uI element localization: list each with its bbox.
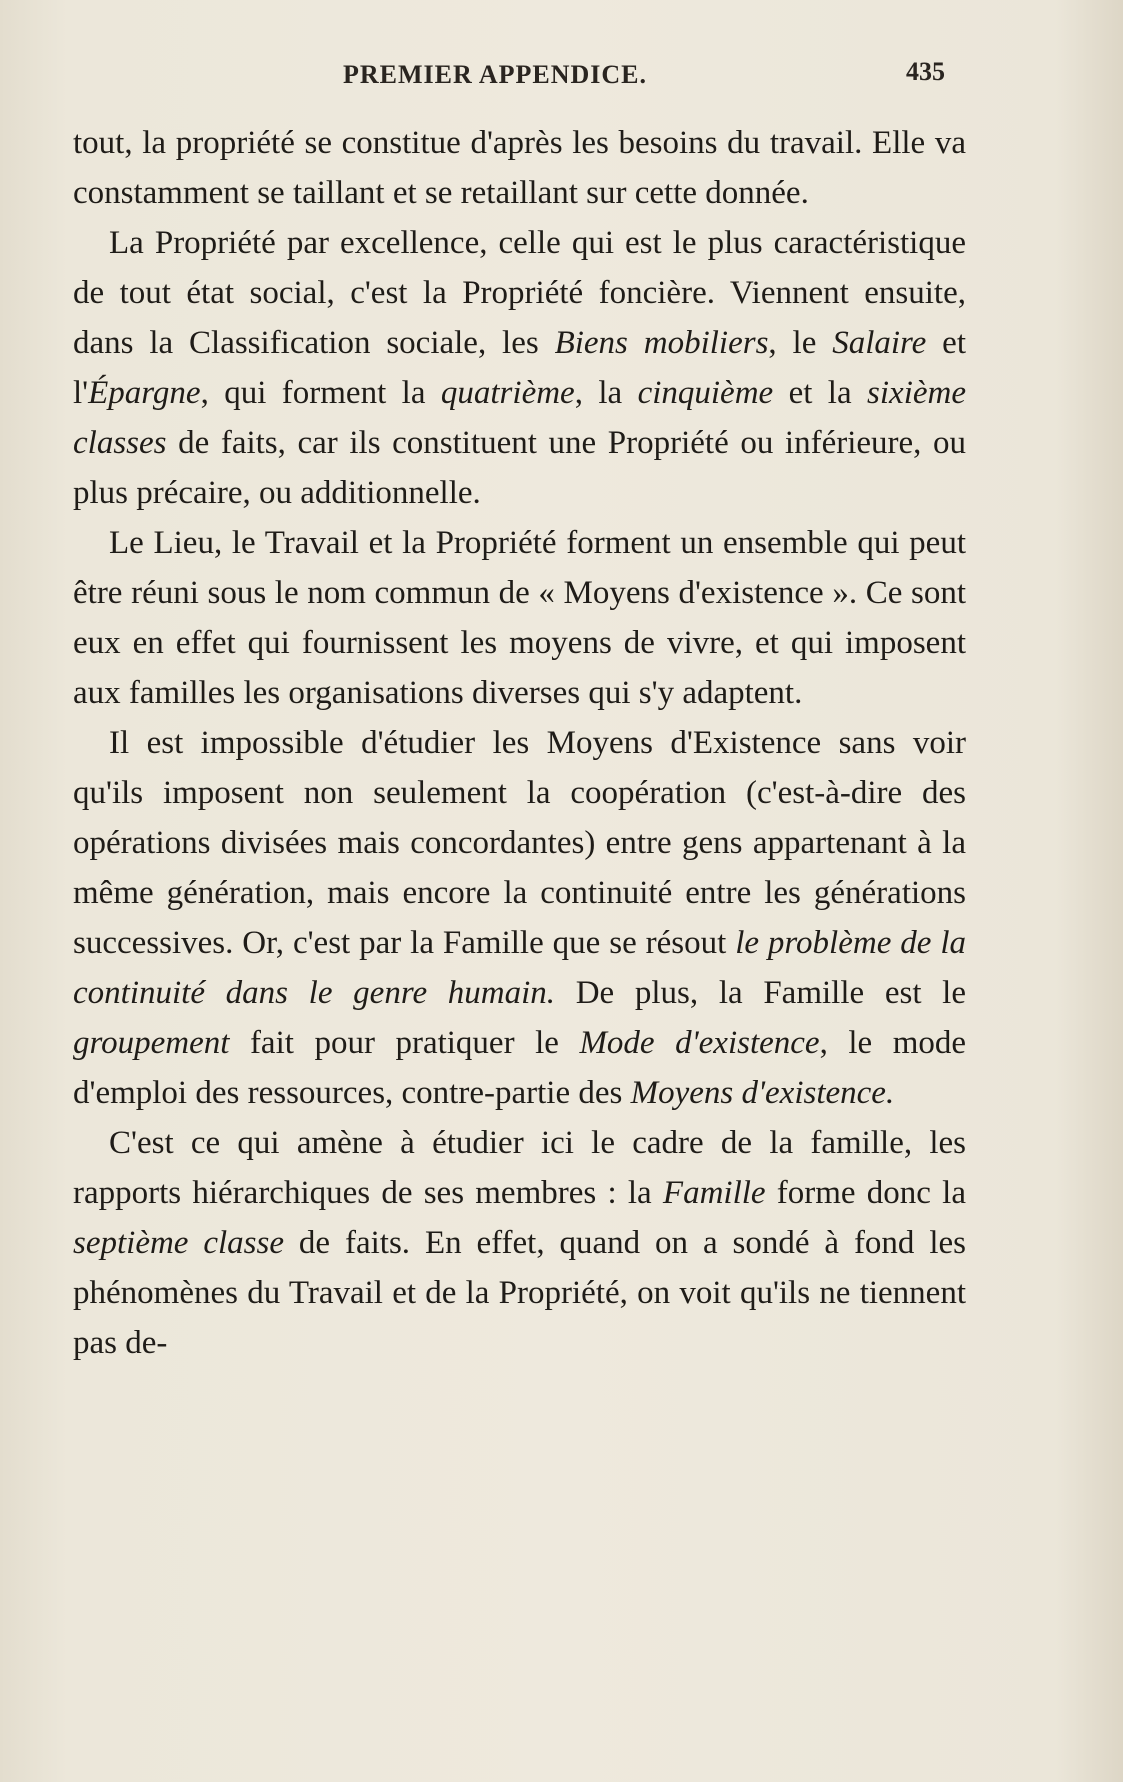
text-run: fait pour pratiquer le: [229, 1025, 580, 1061]
italic-text: le problème de la continuité dans le genre humain.: [73, 925, 966, 1011]
text-run: et l': [73, 325, 966, 411]
text-run: et la: [773, 375, 868, 411]
text-run: , la: [574, 375, 638, 411]
italic-text: sixième classes: [73, 375, 966, 461]
text-run: C'est ce qui amène à étudier ici le cadre de la famille, les rapports hiérarchiques de ses membres : la: [73, 1125, 966, 1211]
italic-text: septième classe: [73, 1225, 285, 1261]
paragraph: [73, 118, 966, 218]
italic-text: cinquième: [637, 375, 774, 411]
paragraph: [73, 218, 966, 518]
paragraph: [73, 518, 966, 718]
italic-text: Mode d'existence: [579, 1025, 820, 1061]
paragraph: [73, 1118, 966, 1368]
page-number: 435: [906, 57, 945, 86]
text-run: Le Lieu, le Travail et la Propriété forment un ensemble qui peut être réuni sous le nom commun de « Moyens d'existence ». Ce sont eux en effet qui fournissent les moyens de vivre, et qui imposent aux familles les organisations diverses qui s'y adaptent.: [73, 525, 966, 711]
body-text: [73, 118, 966, 1368]
italic-text: Moyens d'existence.: [630, 1075, 895, 1111]
text-run: de faits. En effet, quand on a sondé à fond les phénomènes du Travail et de la Propriété, on voit qu'ils ne tiennent pas de-: [73, 1225, 966, 1361]
text-run: tout, la propriété se constitue d'après les besoins du travail. Elle va constamment se taillant et se retaillant sur cette donnée.: [73, 125, 966, 211]
running-head: PREMIER APPENDICE.: [343, 60, 648, 89]
page-header: [0, 52, 1123, 92]
italic-text: quatrième: [440, 375, 575, 411]
text-run: , le mode d'emploi des ressources, contre-partie des: [73, 1025, 967, 1111]
text-run: , le: [768, 325, 833, 361]
italic-text: groupement: [73, 1025, 230, 1061]
italic-text: Famille: [662, 1175, 766, 1211]
text-run: de faits, car ils constituent une Propriété ou inférieure, ou plus précaire, ou additionnelle.: [73, 425, 966, 511]
text-run: Il est impossible d'étudier les Moyens d'Existence sans voir qu'ils imposent non seulement la coopération (c'est-à-dire des opérations divisées mais concordantes) entre gens appartenant à la même génération, mais encore la continuité entre les générations successives. Or, c'est par la Famille que se résout: [73, 725, 966, 961]
text-run: De plus, la Famille est le: [555, 975, 966, 1011]
italic-text: Épargne: [88, 375, 201, 411]
text-run: La Propriété par excellence, celle qui est le plus caractéristique de tout état social, c'est la Propriété foncière. Viennent ensuite, dans la Classification sociale, les: [73, 225, 966, 361]
paragraph: [73, 718, 966, 1118]
italic-text: Salaire: [832, 325, 927, 361]
italic-text: Biens mobiliers: [554, 325, 769, 361]
text-run: forme donc la: [765, 1175, 966, 1211]
text-run: , qui forment la: [200, 375, 441, 411]
